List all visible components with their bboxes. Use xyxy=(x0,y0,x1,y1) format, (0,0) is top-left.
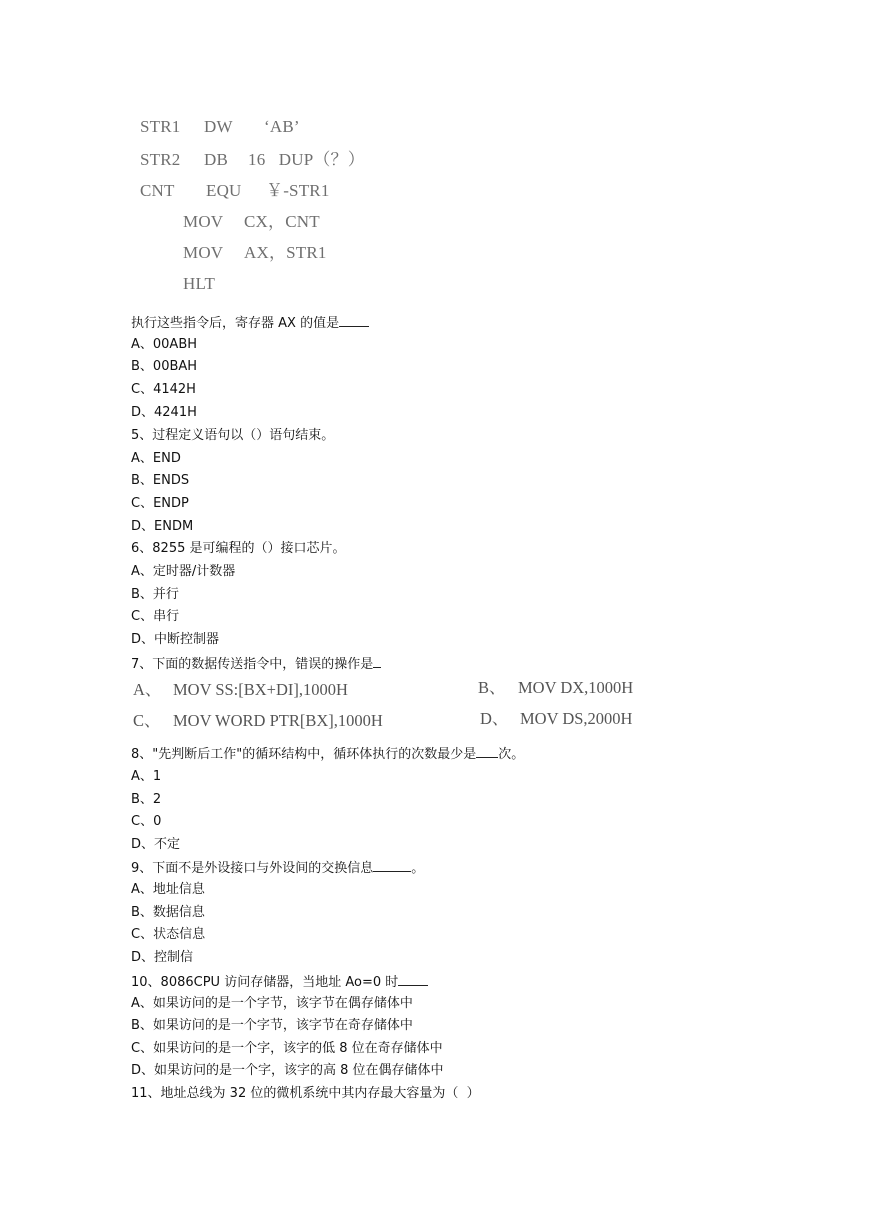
option-text: MOV DX,1000H xyxy=(518,678,634,697)
question-text: 8、"先判断后工作"的循环结构中，循环体执行的次数最少是 xyxy=(131,747,477,762)
code-line xyxy=(140,180,330,202)
option-b: B、2 xyxy=(131,792,162,807)
question-text: 执行这些指令后，寄存器 AX 的值是 xyxy=(131,316,340,331)
question-stem xyxy=(131,972,428,990)
option-text: MOV WORD PTR[BX],1000H xyxy=(173,711,383,730)
option-a xyxy=(133,679,348,701)
option-b: B、00BAH xyxy=(131,359,198,374)
question-text-tail: 。 xyxy=(411,861,425,876)
code-arg: 16 DUP（？） xyxy=(248,150,365,169)
option-b: B、数据信息 xyxy=(131,905,205,920)
question-stem xyxy=(131,744,524,762)
code-op: MOV xyxy=(183,243,224,262)
answer-blank xyxy=(476,744,498,758)
option-d: D、控制信 xyxy=(131,950,194,965)
option-c xyxy=(133,710,383,732)
question-stem: 5、过程定义语句以（）语句结束。 xyxy=(131,428,335,443)
code-line xyxy=(140,242,327,264)
code-arg: CX，CNT xyxy=(244,212,320,231)
option-key: A、 xyxy=(133,680,162,699)
code-arg: AX，STR1 xyxy=(244,243,327,262)
option-a: A、如果访问的是一个字节，该字节在偶存储体中 xyxy=(131,996,413,1011)
option-c: C、0 xyxy=(131,814,162,829)
code-line xyxy=(140,211,320,233)
question-stem xyxy=(131,654,381,672)
question-text: 9、下面不是外设接口与外设间的交换信息 xyxy=(131,861,374,876)
answer-blank xyxy=(373,654,381,668)
option-text: MOV DS,2000H xyxy=(520,709,633,728)
option-b: B、如果访问的是一个字节，该字节在奇存储体中 xyxy=(131,1018,413,1033)
option-d: D、ENDM xyxy=(131,519,194,534)
option-a: A、定时器/计数器 xyxy=(131,564,236,579)
option-a: A、1 xyxy=(131,769,162,784)
answer-blank xyxy=(339,313,369,327)
option-b: B、ENDS xyxy=(131,473,190,488)
option-key: C、 xyxy=(133,711,161,730)
option-text: MOV SS:[BX+DI],1000H xyxy=(173,680,348,699)
option-d: D、中断控制器 xyxy=(131,632,220,647)
code-label: STR1 xyxy=(140,117,181,136)
option-d xyxy=(480,708,633,730)
question-text: 7、下面的数据传送指令中，错误的操作是 xyxy=(131,657,374,672)
code-op: EQU xyxy=(206,181,242,200)
code-op: HLT xyxy=(183,274,216,293)
question-stem: 6、8255 是可编程的（）接口芯片。 xyxy=(131,541,346,556)
answer-blank xyxy=(373,858,411,872)
code-op: DW xyxy=(204,117,233,136)
code-arg: ￥-STR1 xyxy=(266,181,330,200)
option-b xyxy=(478,677,634,699)
option-a: A、地址信息 xyxy=(131,882,205,897)
option-d: D、不定 xyxy=(131,837,181,852)
option-a: A、END xyxy=(131,451,181,466)
option-c: C、串行 xyxy=(131,609,180,624)
code-label: CNT xyxy=(140,181,175,200)
code-arg: ‘AB’ xyxy=(264,117,300,136)
option-key: B、 xyxy=(478,678,506,697)
option-c: C、ENDP xyxy=(131,496,189,511)
question-stem xyxy=(131,313,369,331)
question-text-tail: 次。 xyxy=(498,747,525,762)
option-c: C、状态信息 xyxy=(131,927,206,942)
option-a: A、00ABH xyxy=(131,337,198,352)
question-stem: 11、地址总线为 32 位的微机系统中其内存最大容量为（ ） xyxy=(131,1086,480,1101)
option-key: D、 xyxy=(480,709,509,728)
question-stem xyxy=(131,858,424,876)
code-line xyxy=(140,149,365,171)
code-label: STR2 xyxy=(140,150,181,169)
question-text: 10、8086CPU 访问存储器，当地址 Ao=0 时 xyxy=(131,975,399,990)
answer-blank xyxy=(398,972,428,986)
option-b: B、并行 xyxy=(131,587,179,602)
scanned-options-image xyxy=(130,676,670,738)
option-c: C、4142H xyxy=(131,382,196,397)
code-line xyxy=(140,116,300,138)
code-op: DB xyxy=(204,150,229,169)
option-d: D、如果访问的是一个字，该字的高 8 位在偶存储体中 xyxy=(131,1063,444,1078)
option-d: D、4241H xyxy=(131,405,197,420)
code-line xyxy=(140,273,216,295)
option-c: C、如果访问的是一个字，该字的低 8 位在奇存储体中 xyxy=(131,1041,443,1056)
code-op: MOV xyxy=(183,212,224,231)
